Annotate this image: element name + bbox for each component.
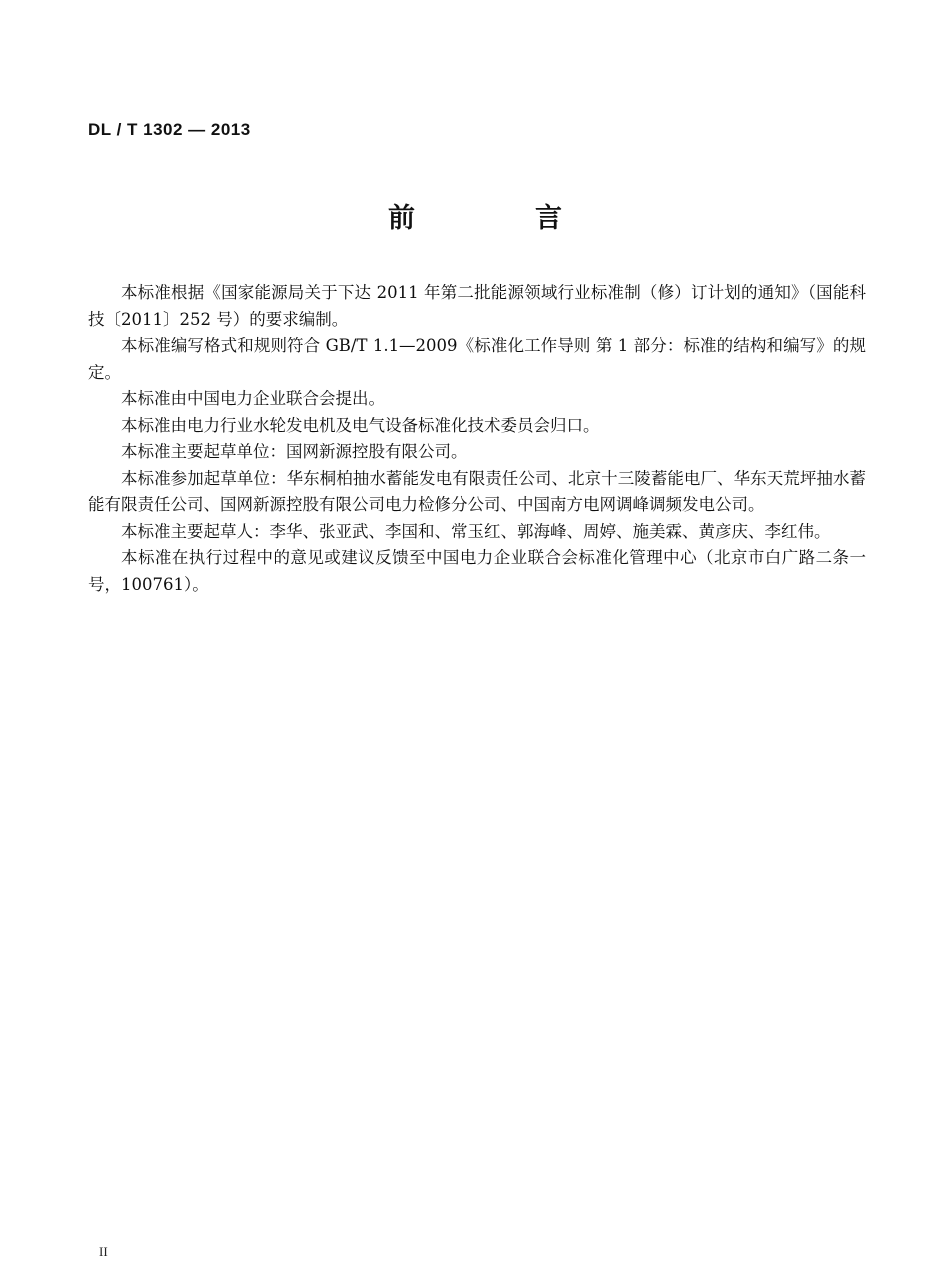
- paragraph: 本标准主要起草人：李华、张亚武、李国和、常玉红、郭海峰、周婷、施美霖、黄彦庆、李红伟。: [121, 521, 831, 541]
- page-title: 前 言: [388, 203, 584, 234]
- paragraph: 本标准由电力行业水轮发电机及电气设备标准化技术委员会归口。: [121, 415, 600, 435]
- standard-number-header: DL / T 1302 — 2013: [88, 120, 251, 139]
- paragraph: 本标准编写格式和规则符合 GB/T 1.1—2009《标准化工作导则 第 1 部分：标准的结构和编写》的规定。: [88, 336, 866, 382]
- paragraph: 本标准根据《国家能源局关于下达 2011 年第二批能源领域行业标准制（修）订计划的通知》（国能科技〔2011〕252 号）的要求编制。: [88, 283, 866, 329]
- paragraph: 本标准由中国电力企业联合会提出。: [121, 389, 385, 408]
- foreword-body: [88, 280, 866, 598]
- page-number: II: [99, 1244, 108, 1259]
- paragraph: 本标准在执行过程中的意见或建议反馈至中国电力企业联合会标准化管理中心（北京市白广路二条一号，100761）。: [88, 548, 866, 594]
- paragraph: 本标准主要起草单位：国网新源控股有限公司。: [121, 442, 468, 461]
- paragraph: 本标准参加起草单位：华东桐柏抽水蓄能发电有限责任公司、北京十三陵蓄能电厂、华东天荒坪抽水蓄能有限责任公司、国网新源控股有限公司电力检修分公司、中国南方电网调峰调频发电公司。: [88, 468, 866, 514]
